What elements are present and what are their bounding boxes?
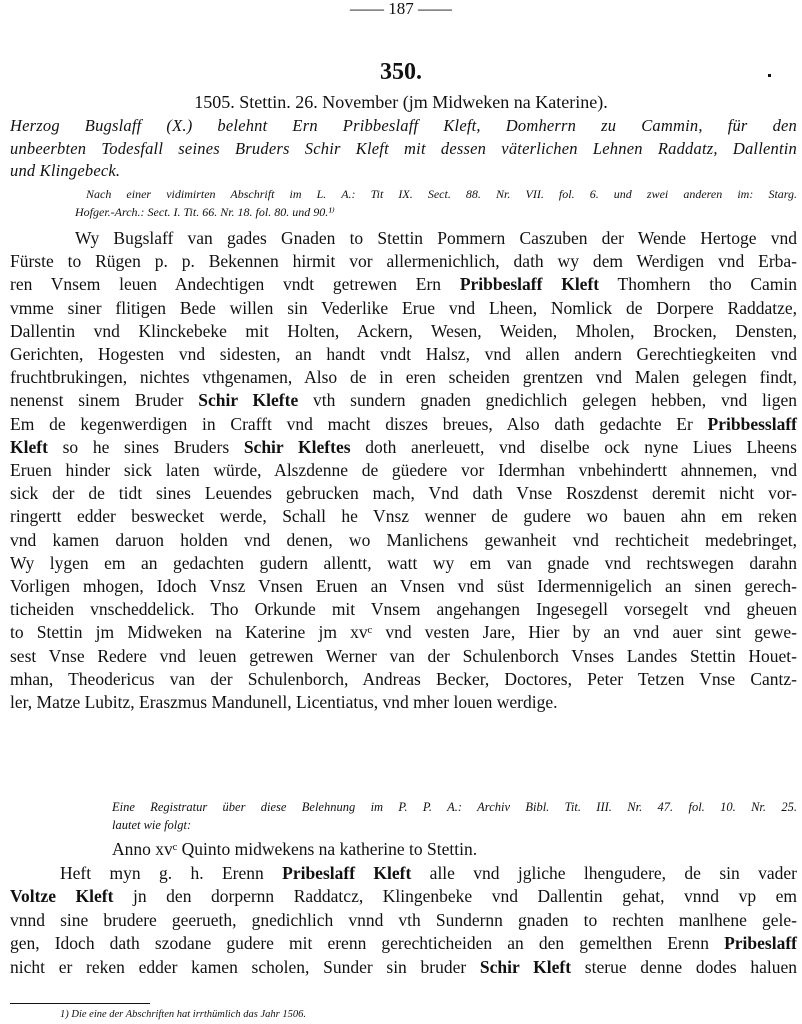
name-bold: Pribeslaff Kleft [282, 862, 412, 883]
text-run: sest Vnse Redere vnd leuen getrewen Werner van der Schulenborch Vnses Landes Stettin Houet- [10, 645, 797, 666]
text-run: nenenst sinem Bruder [10, 390, 199, 411]
text-line [10, 413, 797, 434]
text-run: so he sines Bruders [47, 436, 244, 457]
regest-line: unbeerbten Todesfall seines Bruders Schir Kleft mit dessen väterlichen Lehnen Raddatz, Dallentin [10, 139, 797, 158]
text-run: Wy lygen em an gedachten gudern allentt, watt wy em van gnade vnd rechtswegen darahn [10, 552, 797, 573]
registratur-note: Eine Registratur über diese Belehnung im P. P. A.: Archiv Bibl. Tit. III. Nr. 47. fol. 10. Nr. 25. [112, 800, 797, 814]
source-note: Nach einer vidimirten Abschrift im L. A.: Tit IX. Sect. 88. Nr. VII. fol. 6. und zwei anderen im: Starg. [86, 187, 797, 201]
text-run: Anno xvᶜ Quinto midwekens na katherine to Stettin. [112, 839, 478, 859]
margin-mark [768, 74, 771, 77]
text-line [10, 529, 797, 550]
text-run: Thomhern tho Camin [599, 274, 798, 295]
name-bold: Pribbeslaff Kleft [459, 274, 600, 295]
text-line [10, 320, 797, 341]
text-run: vnd kamen daruon holden vnd denen, wo Manlichens gewanheit vnd rechticheit medebringet, [10, 529, 797, 550]
regest-line: Herzog Bugslaff (X.) belehnt Ern Pribbeslaff Kleft, Domherrn zu Cammin, für den [10, 116, 797, 135]
text-run: Em de kegenwerdigen in Crafft vnd macht diszes breues, Also dath gedachte Er [10, 413, 708, 434]
text-run: sterue denne dodes haluen [571, 956, 798, 977]
text-line [75, 230, 797, 248]
registratur-note: lautet wie folgt: [112, 818, 192, 832]
text-run: jn den dorpernn Raddatcz, Klingenbeke vnd Dallentin gehat, vnnd vp em [113, 886, 798, 906]
text-run: vmme siner flitigen Bede willen sin Vederlike Erue vnd Lheen, Nomlick de Dorpere Raddatze, [10, 297, 797, 318]
text-line [10, 935, 797, 953]
page-header: —— 187 —— [350, 0, 452, 18]
text-line [10, 297, 797, 318]
footnote: 1) Die eine der Abschriften hat irrthümlich das Jahr 1506. [60, 1009, 306, 1020]
text-line [10, 369, 797, 387]
text-run: ren Vnsem leuen Andechtigen vndt getrewen Ern [10, 274, 460, 295]
text-run: Vorligen mhogen, Idoch Vnsz Vnsen Eruen an Vnsen vnd süst Idermennigelich an sinen gerech- [10, 576, 797, 596]
text-line [10, 909, 797, 930]
name-bold: Schir Klefte [198, 390, 299, 411]
text-line [10, 485, 797, 503]
text-line [10, 578, 797, 596]
text-run: to Stettin jm Midweken na Katerine jm xvᶜ vnd vesten Jare, Hier by an vnd auer sint gewe- [10, 622, 797, 643]
date-line: 1505. Stettin. 26. November (jm Midweken na Katerine). [194, 92, 608, 112]
text-line [112, 841, 797, 859]
name-bold: Pribeslaff [724, 933, 797, 953]
text-line [10, 276, 797, 294]
name-bold: Schir Kleftes [243, 436, 351, 457]
text-run: doth anerleuett, vnd diselbe ock nyne Liues Lheens [350, 436, 797, 457]
text-run: Wy Bugslaff van gades Gnaden to Stettin Pommern Caszuben der Wende Hertoge vnd [75, 228, 797, 248]
name-bold: Voltze Kleft [10, 886, 114, 906]
text-line [60, 862, 797, 883]
name-bold: Pribbesslaff [707, 413, 797, 434]
text-run: ler, Matze Lubitz, Eraszmus Mandunell, Licentiatus, vnd mher louen werdige. [10, 692, 558, 712]
text-run: Fürste to Rügen p. p. Bekennen hirmit vor allermenichlich, dath wy dem Werdigen vnd Erba- [10, 251, 797, 272]
text-run: fruchtbrukingen, nichtes vthgenamen, Also de in eren scheiden grentzen vnd Malen gelegen findt, [10, 367, 797, 388]
text-run: alle vnd jgliche lhengudere, de sin vader [411, 862, 797, 883]
text-run: Eruen hinder sick laten würde, Alszdenne de güedere vor Idermhan vnbehindertt ahnnemen, vnd [10, 460, 797, 480]
name-bold: Schir Kleft [479, 956, 572, 977]
text-line [10, 462, 797, 480]
text-line [10, 436, 797, 457]
text-run: Dallentin vnd Klinckebeke mit Holten, Ackern, Wesen, Weiden, Mholen, Brocken, Densten, [10, 320, 797, 341]
text-line [10, 694, 797, 712]
document-number: 350. [380, 59, 422, 85]
regest-line: und Klingebeck. [10, 161, 121, 180]
text-line [10, 253, 797, 271]
text-line [10, 346, 797, 364]
text-run: nicht er reken edder kamen scholen, Sunder sin bruder [10, 956, 480, 977]
text-line [10, 601, 797, 619]
text-run: mhan, Theodericus van der Schulenborch, Andreas Becker, Doctores, Peter Tetzen Vnse Cantz- [10, 668, 797, 689]
text-run: sick der de tidt sines Leuendes gebrucken mach, Vnd dath Vnse Roszdenst deremit nicht vor- [10, 483, 797, 504]
text-run: ringertt edder beswecket werde, Schall he Vnsz wenner de gudere wo bauen ahn em reken [10, 506, 797, 527]
text-run: Heft myn g. h. Erenn [60, 862, 283, 883]
text-run: vnnd sine brudere geerueth, gnedichlich vnnd vth Sundernn gnaden to rechten manlhene gele- [10, 909, 797, 930]
text-line [10, 668, 797, 689]
text-line [10, 624, 797, 642]
text-line [10, 392, 797, 410]
text-run: gen, Idoch dath szodane gudere mit erenn gerechticheiden an den gemelthen Erenn [10, 933, 725, 953]
text-run: ticheiden vnscheddelick. Tho Orkunde mit Vnsem angehangen Ingesegell vorsegelt vnd gheuen [10, 599, 797, 620]
text-line [10, 645, 797, 666]
text-run: Gerichten, Hogesten vnd sidesten, an handt vndt Halsz, vnd allen andern Gerechtiegkeiten vnd [10, 344, 797, 364]
text-run: vth sundern gnaden gnedichlich gelegen hebben, vnd ligen [298, 390, 797, 411]
text-line [10, 508, 797, 526]
source-note: Hofger.-Arch.: Sect. I. Tit. 66. Nr. 18. fol. 80. und 90.¹⁾ [75, 205, 335, 219]
name-bold: Kleft [10, 436, 48, 457]
text-line [10, 956, 798, 977]
footnote-rule [10, 1003, 150, 1004]
text-line [10, 888, 797, 906]
text-line [10, 552, 797, 573]
